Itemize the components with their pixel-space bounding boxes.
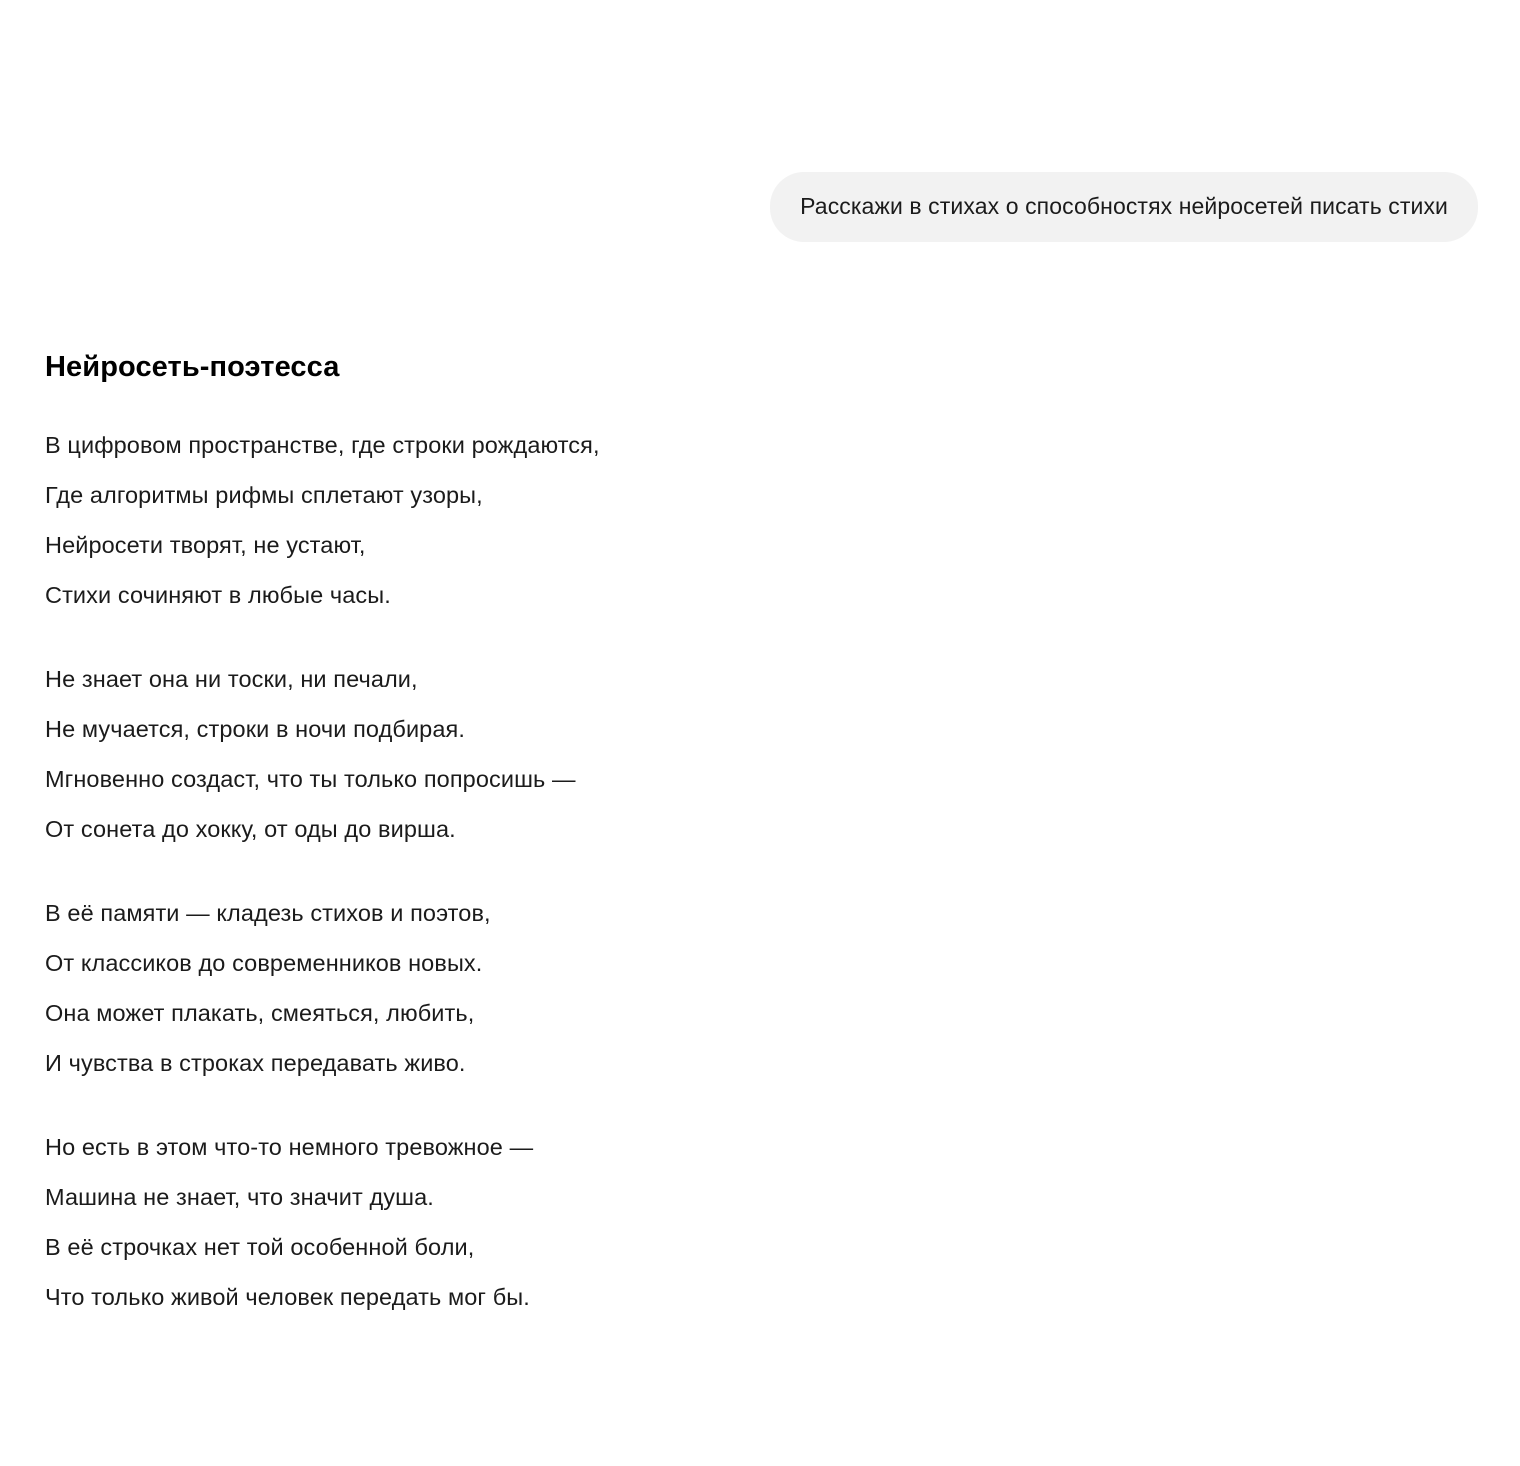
poem-title: Нейросеть-поэтесса bbox=[45, 351, 340, 383]
user-message-row bbox=[0, 0, 1520, 242]
assistant-message bbox=[0, 242, 1520, 1322]
poem-stanza bbox=[45, 654, 1475, 854]
poem-stanza bbox=[45, 888, 1475, 1088]
poem-line: Мгновенно создаст, что ты только попросишь — bbox=[45, 766, 576, 792]
poem-line: От классиков до современников новых. bbox=[45, 950, 483, 976]
user-message-bubble[interactable] bbox=[770, 172, 1478, 242]
poem-line: Но есть в этом что-то немного тревожное — bbox=[45, 1134, 534, 1160]
poem-line: В цифровом пространстве, где строки рождаются, bbox=[45, 432, 600, 458]
poem-stanza bbox=[45, 420, 1475, 620]
user-message-text: Расскажи в стихах о способностях нейросетей писать стихи bbox=[800, 193, 1448, 219]
poem-line: Не мучается, строки в ночи подбирая. bbox=[45, 716, 465, 742]
poem-stanza bbox=[45, 1122, 1475, 1322]
poem-line: Машина не знает, что значит душа. bbox=[45, 1184, 434, 1210]
poem-line: Она может плакать, смеяться, любить, bbox=[45, 1000, 475, 1026]
poem-line: Где алгоритмы рифмы сплетают узоры, bbox=[45, 482, 483, 508]
poem-line: Стихи сочиняют в любые часы. bbox=[45, 582, 391, 608]
poem-line: В её строчках нет той особенной боли, bbox=[45, 1234, 475, 1260]
poem-line: Что только живой человек передать мог бы. bbox=[45, 1284, 530, 1310]
poem-line: И чувства в строках передавать живо. bbox=[45, 1050, 466, 1076]
poem-line: Не знает она ни тоски, ни печали, bbox=[45, 666, 418, 692]
poem-line: В её памяти — кладезь стихов и поэтов, bbox=[45, 900, 491, 926]
poem-line: Нейросети творят, не устают, bbox=[45, 532, 366, 558]
poem-line: От сонета до хокку, от оды до вирша. bbox=[45, 816, 456, 842]
